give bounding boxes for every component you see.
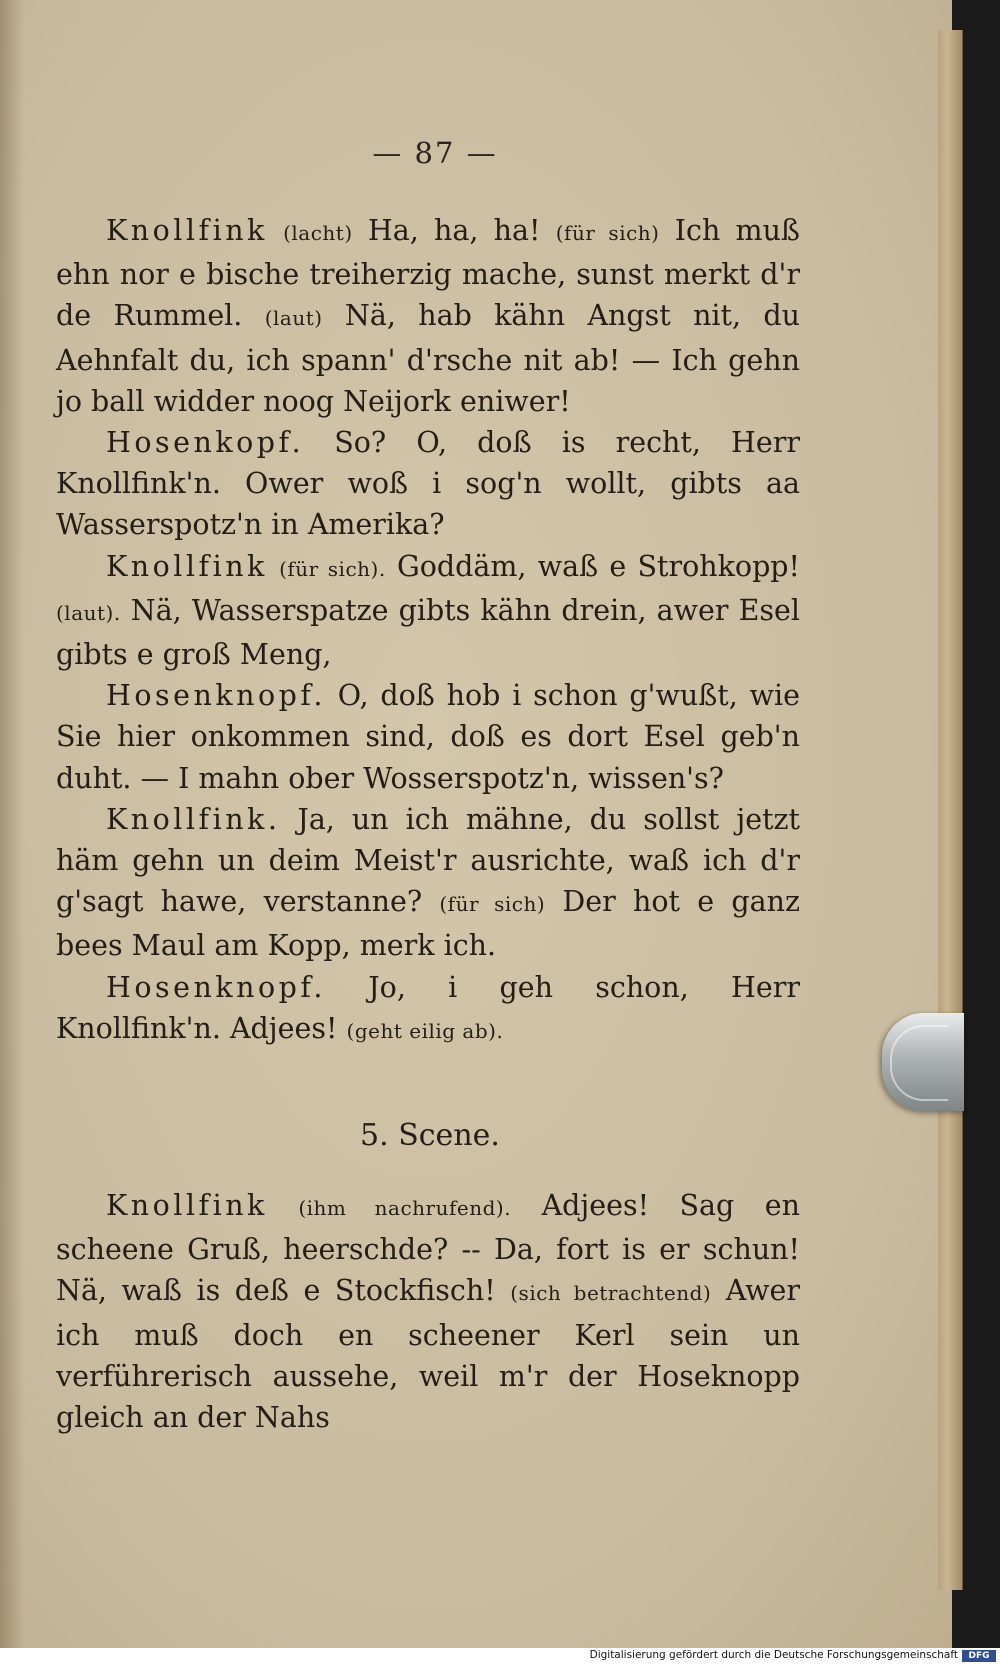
- stage-direction: (ihm nachrufend).: [298, 1196, 512, 1220]
- speaker-name: Knollfink.: [106, 802, 281, 836]
- stage-direction: (für sich): [555, 221, 660, 245]
- footer-bar: [0, 1648, 1000, 1664]
- dfg-logo: DFG: [962, 1650, 996, 1662]
- page-clip-highlight: [890, 1025, 948, 1101]
- stage-direction: (laut): [264, 306, 323, 331]
- dialogue-text: Jo, i geh schon, Herr Knollfink'n. Adjees!: [56, 970, 800, 1045]
- dialogue-text: O, doß hob i schon g'wußt, wie Sie hier onkommen sind, doß es dort Esel geb'n duht. — I mahn ober Wosserspotz'n, wissen's?: [56, 679, 800, 795]
- dialogue-text: Adjees! Sag en scheene Gruß, heerschde? -- Da, fort is er schun! Nä, waß is deß e Stockfisch!: [56, 1189, 801, 1308]
- stage-direction: (für sich).: [279, 556, 386, 581]
- paragraph: [56, 546, 800, 676]
- page-number: — 87 —: [372, 136, 498, 170]
- paragraph: [56, 799, 800, 967]
- dialogue-block-1: [56, 210, 800, 1052]
- speaker-name: Hosenknopf.: [106, 970, 326, 1004]
- paragraph: [56, 1185, 800, 1438]
- dialogue-text: Awer ich muß doch en scheener Kerl sein un verführerisch aussehe, weil m'r der Hoseknopp gleich an der Nahs: [56, 1274, 800, 1435]
- dialogue-text: Ja, un ich mähne, du sollst jetzt häm gehn un deim Meist'r ausrichte, waß ich d'r g'sagt hawe, verstanne?: [56, 802, 800, 919]
- dialogue-text: Der hot e ganz bees Maul am Kopp, merk ich.: [56, 885, 800, 963]
- speaker-name: Hosenkopf.: [106, 426, 305, 460]
- dialogue-text: Nä, Wasserspatze gibts kähn drein, awer Esel gibts e groß Meng,: [56, 593, 800, 672]
- speaker-name: Hosenknopf.: [106, 679, 326, 713]
- speaker-name: Knollfink: [106, 549, 268, 583]
- stage-direction: (lacht): [283, 221, 353, 245]
- dialogue-text: Ha, ha, ha!: [352, 214, 556, 247]
- dialogue-text: Ich muß ehn nor e bische treiherzig mache, sunst merkt d'r de Rummel.: [56, 214, 800, 333]
- dialogue-text: Goddäm, waß e Strohkopp!: [385, 549, 801, 583]
- gutter-shadow: [0, 0, 24, 1648]
- speaker-name: Knollfink: [106, 214, 268, 247]
- footer-credit: Digitalisierung gefördert durch die Deutsche Forschungsgemeinschaft: [589, 1649, 958, 1661]
- paragraph: [56, 422, 800, 546]
- dialogue-text: Nä, hab kähn Angst nit, du Aehnfalt du, ich spann' d'rsche nit ab! — Ich gehn jo ball widder noog Neijork eniwer!: [56, 299, 800, 418]
- stage-direction: (laut).: [56, 600, 121, 625]
- paragraph: [56, 967, 800, 1052]
- paragraph: [56, 210, 800, 422]
- stage-direction: (sich betrachtend): [510, 1281, 712, 1306]
- page-clip: [882, 1013, 964, 1111]
- stage-direction: (geht eilig ab).: [346, 1018, 504, 1043]
- scene-heading: 5. Scene.: [360, 1118, 500, 1153]
- stage-direction: (für sich): [439, 892, 546, 917]
- dialogue-text: So? O, doß is recht, Herr Knollfink'n. Ower woß i sog'n wollt, gibts aa Wasserspotz'n in Amerika?: [56, 426, 800, 542]
- page-edge: [938, 30, 963, 1590]
- paragraph: [56, 675, 800, 799]
- speaker-name: Knollfink: [106, 1189, 268, 1222]
- dialogue-block-2: [56, 1185, 800, 1438]
